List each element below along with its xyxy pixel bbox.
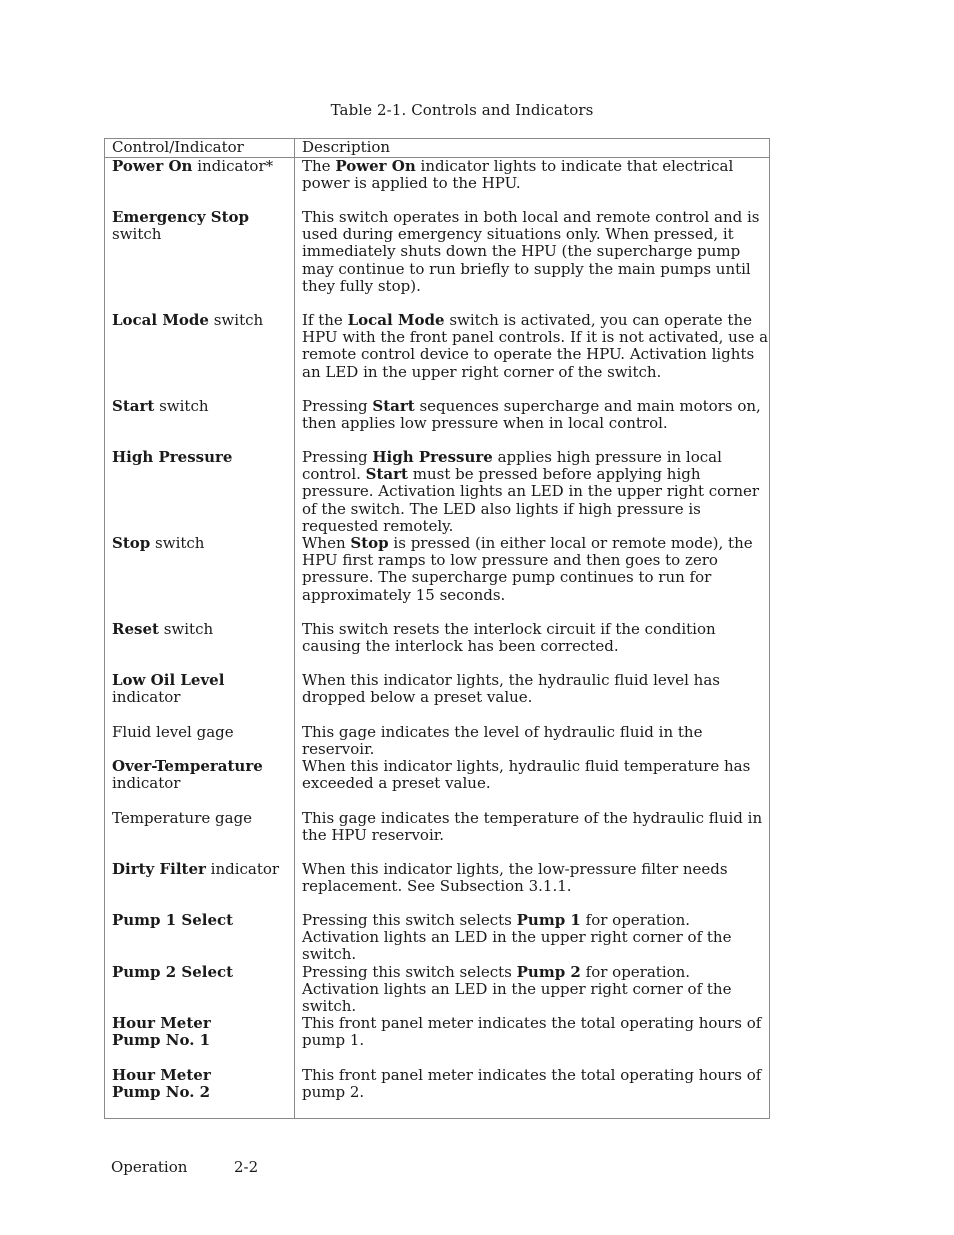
page-number: 2-2 (234, 1158, 259, 1176)
text-run: switch (154, 397, 209, 415)
control-cell (112, 449, 290, 466)
description-cell (302, 758, 770, 792)
text-run: Fluid level gage (112, 723, 234, 741)
header-description: Description (302, 138, 391, 156)
text-run: switch (112, 225, 162, 244)
control-cell (112, 535, 290, 552)
bold-term: Hour Meter (112, 1014, 211, 1032)
bold-term: Power On (335, 157, 416, 175)
description-cell (302, 964, 770, 1016)
text-run: applies high pressure in local control. (302, 448, 722, 484)
description-cell (302, 449, 770, 535)
control-cell (112, 964, 290, 981)
text-run: must be pressed before applying high pressure. Activation lights an LED in the upper right corner of the switch. The LED also lights if high pressure is requested remotely. (302, 465, 760, 535)
control-cell (112, 1067, 290, 1101)
column-divider (294, 139, 295, 1118)
text-run: This front panel meter indicates the total operating hours of pump 1. (302, 1014, 762, 1050)
description-cell (302, 158, 770, 192)
bold-term: Stop (112, 534, 151, 552)
control-cell (112, 209, 290, 243)
bold-term: Start (112, 397, 155, 415)
text-run: for operation. Activation lights an LED in the upper right corner of the switch. (302, 911, 732, 964)
text-run: indicator (205, 860, 280, 878)
bold-term: Pump 2 (516, 963, 581, 981)
description-cell (302, 398, 770, 432)
text-run: When this indicator lights, hydraulic fluid temperature has exceeded a preset value. (302, 757, 751, 793)
text-run: Pressing this switch selects (302, 911, 517, 929)
bold-term: Over-Temperature (112, 757, 263, 775)
text-run: This gage indicates the level of hydraulic fluid in the reservoir. (302, 723, 703, 759)
text-run: sequences supercharge and main motors on, then applies low pressure when in local control. (302, 397, 761, 433)
footer-section: Operation (111, 1158, 188, 1176)
text-run: Temperature gage (112, 809, 253, 827)
text-run: switch is activated, you can operate the HPU with the front panel controls. If it is not activated, use a remote control device to operate the HPU. Activation lights an LED in the upper right corner of the switch. (302, 311, 769, 381)
description-cell (302, 535, 770, 604)
control-cell (112, 724, 290, 741)
control-cell (112, 312, 290, 329)
description-cell (302, 724, 770, 758)
bold-term: Local Mode (112, 311, 209, 329)
text-run: This switch operates in both local and remote control and is used during emergency situations only. When pressed, it immediately shuts down the HPU (the supercharge pump may continue to run briefly to supply the main pumps until they fully stop). (302, 208, 760, 295)
text-run: Pressing (302, 448, 373, 466)
control-cell (112, 672, 290, 706)
description-cell (302, 912, 770, 964)
text-run: indicator* (192, 157, 274, 175)
description-cell (302, 1015, 770, 1049)
description-cell (302, 621, 770, 655)
text-run: If the (302, 311, 348, 329)
text-run: indicator (112, 774, 181, 793)
bold-term: High Pressure (372, 448, 493, 466)
bold-term: Start (365, 465, 408, 484)
description-cell (302, 861, 770, 895)
control-cell (112, 912, 290, 929)
bold-term: Hour Meter (112, 1066, 211, 1084)
bold-term: Pump 1 (516, 911, 581, 929)
bold-term: Local Mode (347, 311, 445, 329)
control-cell (112, 758, 290, 792)
text-run: This switch resets the interlock circuit if the condition causing the interlock has been corrected. (302, 620, 716, 656)
bold-term: Stop (350, 534, 389, 552)
control-cell (112, 621, 290, 638)
description-cell (302, 672, 770, 706)
description-cell (302, 209, 770, 295)
bold-term: Emergency Stop (112, 208, 250, 226)
bold-term: Power On (112, 157, 193, 175)
description-cell (302, 1067, 770, 1101)
bold-term: Pump No. 1 (112, 1031, 211, 1050)
bold-term: Reset (112, 620, 159, 638)
control-cell (112, 1015, 290, 1049)
text-run: Pressing (302, 397, 373, 415)
bold-term: Pump 2 Select (112, 963, 234, 981)
text-run: When this indicator lights, the low-pressure filter needs replacement. See Subsection 3.1.1. (302, 860, 728, 896)
text-run: indicator (112, 688, 181, 707)
control-cell (112, 810, 290, 827)
control-cell (112, 158, 290, 175)
text-run: Pressing this switch selects (302, 963, 517, 981)
text-run: When this indicator lights, the hydraulic fluid level has dropped below a preset value. (302, 671, 720, 707)
text-run: for operation. Activation lights an LED in the upper right corner of the switch. (302, 963, 732, 1016)
bold-term: High Pressure (112, 448, 233, 466)
text-run: indicator lights to indicate that electrical power is applied to the HPU. (302, 157, 734, 193)
bold-term: Start (372, 397, 415, 415)
bold-term: Pump 1 Select (112, 911, 234, 929)
bold-term: Low Oil Level (112, 671, 225, 689)
control-cell (112, 398, 290, 415)
control-cell (112, 861, 290, 878)
description-cell (302, 810, 770, 844)
bold-term: Pump No. 2 (112, 1083, 211, 1102)
text-run: switch (158, 620, 214, 638)
text-run: The (302, 157, 336, 175)
text-run: This gage indicates the temperature of the hydraulic fluid in the HPU reservoir. (302, 809, 763, 845)
table-caption: Table 2-1. Controls and Indicators (330, 101, 594, 119)
description-cell (302, 312, 770, 381)
header-control: Control/Indicator (112, 138, 244, 156)
text-run: is pressed (in either local or remote mode), the HPU first ramps to low pressure and then goes to zero pressure. The supercharge pump continues to run for approximately 15 seconds. (302, 534, 753, 604)
text-run: When (302, 534, 351, 552)
text-run: switch (208, 311, 264, 329)
text-run: switch (150, 534, 205, 552)
text-run: This front panel meter indicates the total operating hours of pump 2. (302, 1066, 762, 1102)
bold-term: Dirty Filter (112, 860, 206, 878)
controls-indicators-table (104, 138, 770, 1119)
